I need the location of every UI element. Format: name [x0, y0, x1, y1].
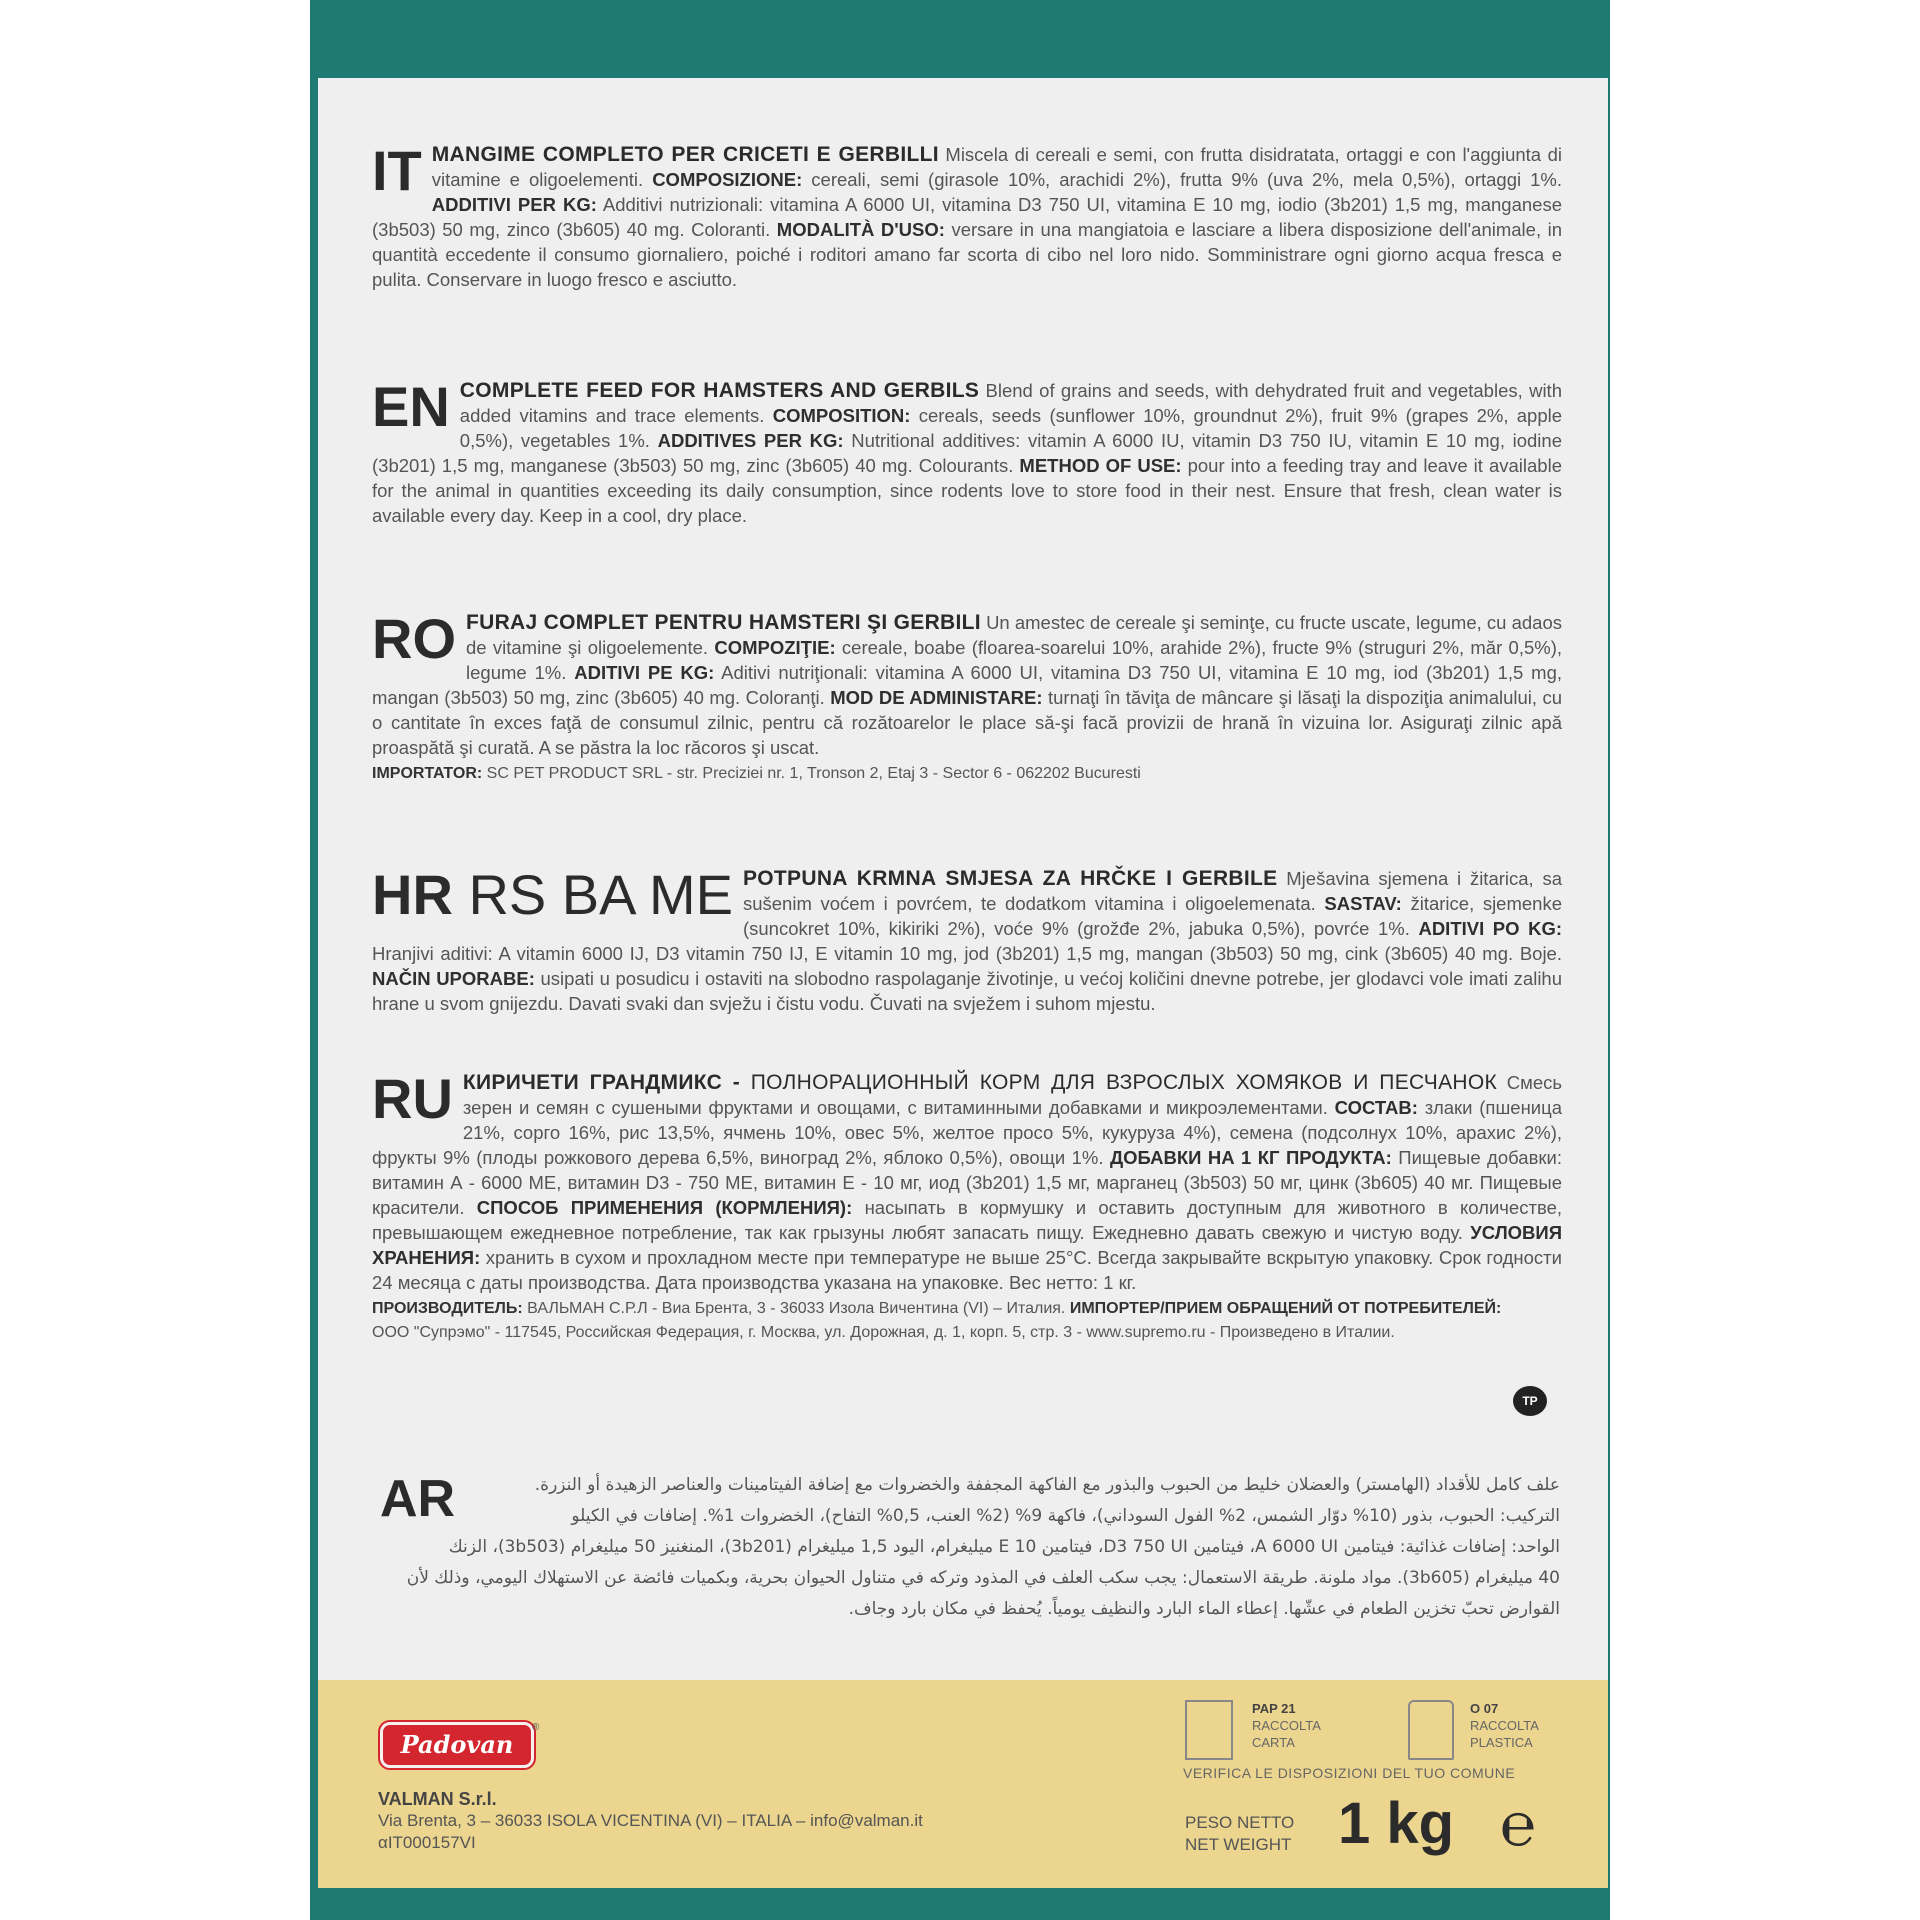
company-name: VALMAN S.r.l.	[378, 1789, 497, 1809]
text-ar: علف كامل للأقداد (الهامستر) والعضلان خليط من الحبوب والبذور مع الفاكهة المجففة والخضروات مع إضافة الفيتامينات والعناصر الزهيدة أو النزرة. التركيب: الحبوب، بذور (10% دوّار الشمس، 2% الفول السوداني)، فاكهة 9% (2% العنب، 0,5% التفاح)، الخضروات 1%. إضافات في الكيلو الواحد: إضافات غذائية: فيتامين A 6000 UI، فيتامين D3 750 UI، فيتامين E 10 ميليغرام، اليود 1,5 ميليغرام (3b201)، المنغنيز 50 ميليغرام (3b503)، الزنك 40 ميليغرام (3b605). مواد ملونة. طريقة الاستعمال: يجب سكب العلف في المذود وتركه في متناول الحيوان بحرية، وبكميات فائضة عن الاستهلاك اليومي، وذلك لأن القوارض تحبّ تخزين الطعام في عشّها. إعطاء الماء البارد والنظيف يومياً. يُحفظ في مكان بارد وجاف.	[406, 1475, 1560, 1619]
net-weight-label: PESO NETTO NET WEIGHT	[1185, 1813, 1295, 1854]
eac-mark-icon: ТР	[1513, 1386, 1547, 1416]
text-it: MANGIME COMPLETO PER CRICETI E GERBILLI Miscela di cereali e semi, con frutta disidratata, ortaggi e con l'aggiunta di vitamine e oligoelementi. COMPOSIZIONE: cereali, semi (girasole 10%, arachidi 2%), frutta 9% (uva 2%, mela 0,5%), ortaggi 1%. ADDITIVI PER KG: Additivi nutrizionali: vitamina A 6000 UI, vitamina D3 750 UI, vitamina E 10 mg, iodio (3b201) 1,5 mg, manganese (3b503) 50 mg, zinco (3b605) 40 mg. Coloranti. MODALITÀ D'USO: versare in una mangiatoia e lasciare a libera disposizione dell'animale, in quantità eccedente il consumo giornaliero, poiché i roditori amano far scorta di cibo nel loro nido. Somministrare ogni giorno acqua fresca e pulita. Conservare in luogo fresco e asciutto.	[372, 143, 1563, 290]
section-it	[372, 139, 1563, 292]
recycle-paper: PAP 21 RACCOLTA CARTA	[1252, 1701, 1321, 1750]
title-it: MANGIME COMPLETO PER CRICETI E GERBILLI	[431, 143, 939, 166]
section-ru	[372, 1067, 1563, 1345]
recycle-plastic: O 07 RACCOLTA PLASTICA	[1470, 1701, 1539, 1750]
maker-ru: ПРОИЗВОДИТЕЛЬ: ВАЛЬМАН С.Р.Л - Виа Брента, 3 - 36033 Изола Вичентина (VI) – Италия. ИМПОРТЕР/ПРИЕМ ОБРАЩЕНИЙ ОТ ПОТРЕБИТЕЛЕЙ: ООО "Супрэмо" - 117545, Российская Федерация, г. Москва, ул. Дорожная, д. 1, корп. 5, стр. 3 - www.supremo.ru - Произведено в Италии.	[372, 1300, 1502, 1341]
company-address: Via Brenta, 3 – 36033 ISOLA VICENTINA (VI) – ITALIA – info@valman.it	[378, 1811, 923, 1830]
lang-code-hr: HR RS BA ME	[372, 863, 733, 926]
lang-code-it: IT	[372, 139, 422, 202]
company-code: αIT000157VI	[378, 1833, 476, 1852]
text-ru: КИРИЧЕТИ ГРАНДМИКС - ПОЛНОРАЦИОННЫЙ КОРМ ДЛЯ ВЗРОСЛЫХ ХОМЯКОВ И ПЕСЧАНОК Смесь зерен и семян с сушеными фруктами и овощами, с витаминными добавками и микроэлементами. СОСТАВ: злаки (пшеница 21%, сорго 16%, рис 13,5%, ячмень 10%, овес 5%, желтое просо 5%, кукуруза 4%), семена (подсолнух 10%, арахис 2%), фрукты 9% (плоды рожкового дерева 6,5%, виноград 2%, яблоко 0,5%), овощи 1%. ДОБАВКИ НА 1 КГ ПРОДУКТА: Пищевые добавки: витамин А - 6000 МЕ, витамин D3 - 750 МЕ, витамин Е - 10 мг, иод (3b201) 1,5 мг, марганец (3b503) 50 мг, цинк (3b605) 40 мг. Пищевые красители. СПОСОБ ПРИМЕНЕНИЯ (КОРМЛЕНИЯ): насыпать в кормушку и оставить доступным для животного в количестве, превышающем ежедневное потребление, так как грызуны любят запасать пищу. Ежедневно давать свежую и чистую воду. УСЛОВИЯ ХРАНЕНИЯ: хранить в сухом и прохладном месте при температуре не выше 25°С. Всегда закрывайте вскрытую упаковку. Срок годности 24 месяца с даты производства. Дата производства указана на упаковке. Вес нетто: 1 кг.	[372, 1071, 1563, 1293]
plastic-pack-icon	[1408, 1700, 1454, 1760]
padovan-logo: Padovan	[380, 1722, 534, 1768]
text-en: COMPLETE FEED FOR HAMSTERS AND GERBILS Blend of grains and seeds, with dehydrated fruit and vegetables, with added vitamins and trace elements. COMPOSITION: cereals, seeds (sunflower 10%, groundnut 2%), fruit 9% (grapes 2%, apple 0,5%), vegetables 1%. ADDITIVES PER KG: Nutritional additives: vitamin A 6000 IU, vitamin D3 750 IU, vitamin E 10 mg, iodine (3b201) 1,5 mg, manganese (3b503) 50 mg, zinc (3b605) 40 mg. Colourants. METHOD OF USE: pour into a feeding tray and leave it available for the animal in quantities exceeding its daily consumption, since rodents love to store food in their nest. Ensure that fresh, clean water is available every day. Keep in a cool, dry place.	[372, 379, 1563, 526]
title-ru: КИРИЧЕТИ ГРАНДМИКС - ПОЛНОРАЦИОННЫЙ КОРМ ДЛЯ ВЗРОСЛЫХ ХОМЯКОВ И ПЕСЧАНОК	[462, 1071, 1498, 1094]
company-info	[378, 1788, 923, 1854]
title-en: COMPLETE FEED FOR HAMSTERS AND GERBILS	[459, 379, 980, 402]
title-ro: FURAJ COMPLET PENTRU HAMSTERI ŞI GERBILI	[466, 611, 981, 634]
section-hr	[372, 863, 1563, 1016]
lang-code-ru: RU	[372, 1067, 453, 1130]
text-ro: FURAJ COMPLET PENTRU HAMSTERI ŞI GERBILI Un amestec de cereale şi seminţe, cu fructe uscate, legume, cu adaos de vitamine şi oligoelemente. COMPOZIŢIE: cereale, boabe (floarea-soarelui 10%, arahide 2%), fructe 9% (struguri 2%, măr 0,5%), legume 1%. ADITIVI PE KG: Aditivi nutriţionali: vitamina A 6000 UI, vitamina D3 750 UI, vitamina E 10 mg, iod (3b201) 1,5 mg, mangan (3b503) 50 mg, zinc (3b605) 40 mg. Coloranţi. MOD DE ADMINISTARE: turnaţi în tăviţa de mâncare şi lăsaţi la dispoziţia animalului, cu o cantitate în exces faţă de consumul zilnic, pentru că rozătoarelor le place să-şi facă provizii de hrană în vizuina lor. Asiguraţi zilnic apă proaspătă şi curată. A se păstra la loc răcoros şi uscat.	[372, 611, 1563, 758]
lang-code-ar: AR	[380, 1470, 456, 1528]
registered-mark: ®	[532, 1722, 540, 1733]
lang-code-en: EN	[372, 375, 450, 438]
background-left	[0, 0, 310, 1920]
estimated-sign-icon: ℮	[1500, 1790, 1537, 1860]
lang-code-ro: RO	[372, 607, 456, 670]
section-ro	[372, 607, 1563, 786]
section-en	[372, 375, 1563, 528]
net-weight-value: 1 kg	[1338, 1791, 1455, 1856]
paper-pack-icon	[1185, 1700, 1233, 1760]
recycling-note: VERIFICA LE DISPOSIZIONI DEL TUO COMUNE	[1183, 1765, 1516, 1781]
text-hr: POTPUNA KRMNA SMJESA ZA HRČKE I GERBILE Mješavina sjemena i žitarica, sa sušenim voćem i povrćem, te dodatkom vitamina i oligoelemenata. SASTAV: žitarice, sjemenke (suncokret 10%, kikiriki 2%), voće 9% (grožđe 2%, jabuka 0,5%), povrće 1%. ADITIVI PO KG: Hranjivi aditivi: A vitamin 6000 IJ, D3 vitamin 750 IJ, E vitamin 10 mg, jod (3b201) 1,5 mg, mangan (3b503) 50 mg, cink (3b605) 40 mg. Boje. NAČIN UPORABE: usipati u posudicu i ostaviti na slobodno raspolaganje životinje, u većoj količini dnevne potrebe, jer glodavci vole imati zalihu hrane u svom gnijezdu. Davati svaki dan svježu i čistu vodu. Čuvati na svježem i suhom mjestu.	[372, 867, 1563, 1014]
title-hr: POTPUNA KRMNA SMJESA ZA HRČKE I GERBILE	[742, 867, 1278, 890]
section-ar	[380, 1470, 1560, 1625]
importer-ro: IMPORTATOR: SC PET PRODUCT SRL - str. Preciziei nr. 1, Tronson 2, Etaj 3 - Sector 6 - 062202 Bucuresti	[372, 765, 1141, 782]
